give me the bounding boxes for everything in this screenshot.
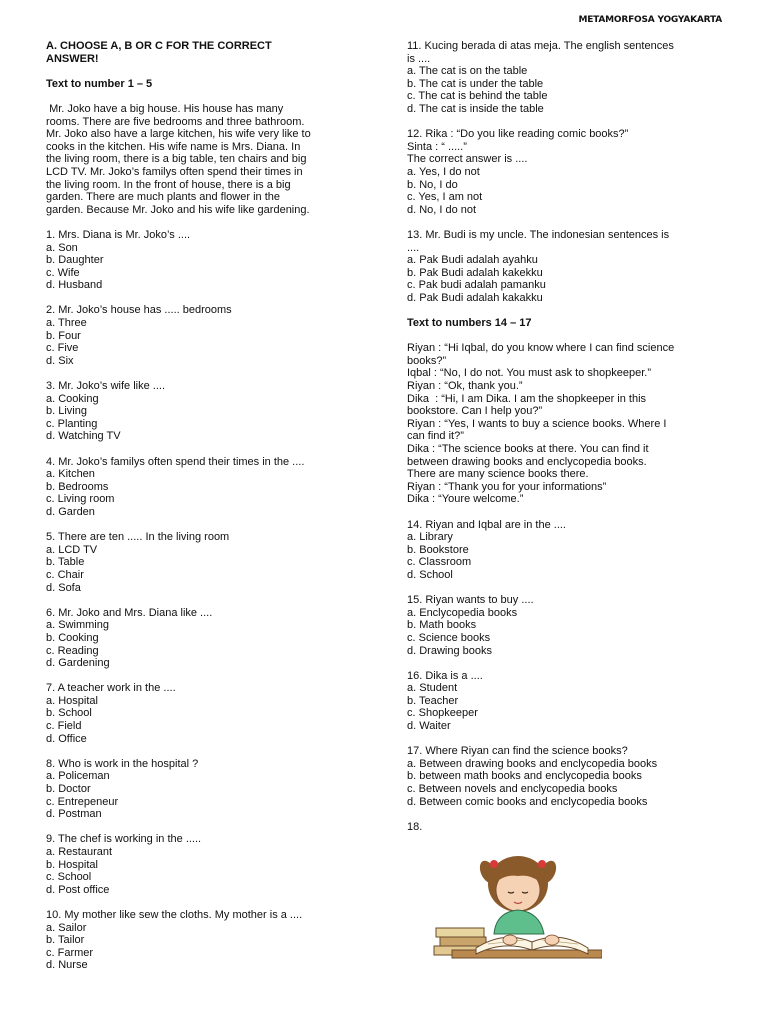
answer-option: a. Enclycopedia books xyxy=(407,606,518,619)
question-text: 13. Mr. Budi is my uncle. The indonesian sentences is xyxy=(407,228,670,241)
dialog-line: Dika : “Youre welcome.” xyxy=(407,493,524,506)
answer-option: b. Table xyxy=(46,556,85,569)
answer-option: b. The cat is under the table xyxy=(407,77,544,90)
answer-option: d. Six xyxy=(46,354,74,367)
answer-option: a. Policeman xyxy=(46,770,110,783)
answer-option: a. Library xyxy=(407,531,453,544)
answer-option: b. School xyxy=(46,707,92,720)
answer-option: c. Entrepeneur xyxy=(46,795,119,808)
question-text: 14. Riyan and Iqbal are in the .... xyxy=(407,518,566,531)
question-6 xyxy=(46,607,366,670)
question-text: 17. Where Riyan can find the science books? xyxy=(407,745,628,758)
answer-option: d. Nurse xyxy=(46,959,88,972)
question-text: 3. Mr. Joko’s wife like .... xyxy=(46,380,166,393)
dialog-line: Riyan : “Ok, thank you.” xyxy=(407,380,523,393)
question-4 xyxy=(46,456,366,519)
question-text: 10. My mother like sew the cloths. My mother is a .... xyxy=(46,908,303,921)
answer-option: c. Five xyxy=(46,342,79,355)
answer-option: c. Chair xyxy=(46,568,84,581)
answer-option: d. Waiter xyxy=(407,720,451,733)
question-text: is .... xyxy=(407,52,431,65)
question-text: 9. The chef is working in the ..... xyxy=(46,833,202,846)
text-heading: Text to number 1 – 5 xyxy=(46,77,153,90)
left-column xyxy=(46,40,366,985)
question-16 xyxy=(407,670,727,733)
answer-option: a. Yes, I do not xyxy=(407,165,480,178)
answer-option: d. The cat is inside the table xyxy=(407,102,544,115)
question-text: 12. Rika : “Do you like reading comic books?” xyxy=(407,128,629,141)
answer-option: d. Sofa xyxy=(46,581,81,594)
answer-option: c. Wife xyxy=(46,266,80,279)
passage-line: Mr. Joko have a big house. His house has many xyxy=(46,102,284,115)
answer-option: b. No, I do xyxy=(407,178,458,191)
question-13 xyxy=(407,229,727,305)
answer-option: c. Classroom xyxy=(407,556,472,569)
answer-option: a. Kitchen xyxy=(46,468,95,481)
answer-option: b. Tailor xyxy=(46,934,85,947)
passage-line: cooks in the kitchen. His wife name is Mrs. Diana. In xyxy=(46,140,301,153)
question-12 xyxy=(407,128,727,216)
answer-option: d. Pak Budi adalah kakakku xyxy=(407,291,543,304)
passage-line: the living room. In the front of house, there is a big xyxy=(46,178,291,191)
dialog-line: Riyan : “Thank you for your informations” xyxy=(407,480,607,493)
answer-option: a. Cooking xyxy=(46,392,99,405)
answer-option: a. Pak Budi adalah ayahku xyxy=(407,254,538,267)
question-text: 16. Dika is a .... xyxy=(407,669,483,682)
section-title-line: ANSWER! xyxy=(46,52,99,65)
answer-option: a. The cat is on the table xyxy=(407,65,528,78)
answer-option: c. The cat is behind the table xyxy=(407,90,548,103)
dialog-line: bookstore. Can I help you?” xyxy=(407,405,543,418)
question-text: 4. Mr. Joko’s familys often spend their times in the .... xyxy=(46,455,305,468)
dialog-passage xyxy=(407,342,727,506)
answer-option: c. Yes, I am not xyxy=(407,191,483,204)
question-3 xyxy=(46,380,366,443)
question-17 xyxy=(407,745,727,808)
question-list xyxy=(46,229,366,972)
question-text: 6. Mr. Joko and Mrs. Diana like .... xyxy=(46,606,213,619)
question-text: Sinta : “ .....” xyxy=(407,140,467,153)
passage-line: the living room, there is a big table, ten chairs and big xyxy=(46,153,307,166)
answer-option: a. Hospital xyxy=(46,694,98,707)
question-8 xyxy=(46,758,366,821)
answer-option: b. Four xyxy=(46,329,81,342)
answer-option: a. Restaurant xyxy=(46,846,113,858)
answer-option: d. Drawing books xyxy=(407,644,492,657)
answer-option: d. Watching TV xyxy=(46,430,121,443)
answer-option: b. Pak Budi adalah kakekku xyxy=(407,266,543,279)
answer-option: d. Gardening xyxy=(46,657,110,670)
answer-option: b. Teacher xyxy=(407,694,459,707)
answer-option: d. School xyxy=(407,568,453,581)
question-text: 1. Mrs. Diana is Mr. Joko’s .... xyxy=(46,228,191,241)
girl-reading-book-illustration xyxy=(432,850,602,962)
question-text: .... xyxy=(407,241,420,254)
answer-option: c. Reading xyxy=(46,644,99,657)
passage-line: Mr. Joko also have a large kitchen, his wife very like to xyxy=(46,128,311,141)
answer-option: a. Sailor xyxy=(46,921,87,934)
answer-option: b. Bookstore xyxy=(407,543,469,556)
answer-option: a. Son xyxy=(46,241,78,254)
question-text: The correct answer is .... xyxy=(407,153,528,166)
question-18-number: 18. xyxy=(407,820,423,833)
answer-option: b. Living xyxy=(46,405,87,418)
question-text: 2. Mr. Joko’s house has ..... bedrooms xyxy=(46,304,232,317)
answer-option: c. Science books xyxy=(407,631,491,644)
answer-option: d. Garden xyxy=(46,505,95,518)
question-text: 11. Kucing berada di atas meja. The english sentences xyxy=(407,40,674,52)
answer-option: b. Doctor xyxy=(46,783,91,796)
section-title xyxy=(46,40,366,65)
text-heading: Text to numbers 14 – 17 xyxy=(407,317,532,330)
dialog-line: There are many science books there. xyxy=(407,468,589,481)
question-text: 7. A teacher work in the .... xyxy=(46,682,176,695)
answer-option: a. Student xyxy=(407,682,458,695)
answer-option: b. Cooking xyxy=(46,631,99,644)
passage-line: garden. There are much plants and flower in the xyxy=(46,191,280,204)
answer-option: b. Bedrooms xyxy=(46,480,109,493)
right-column xyxy=(407,40,727,846)
answer-option: c. Pak budi adalah pamanku xyxy=(407,279,546,292)
answer-option: c. Between novels and enclycopedia books xyxy=(407,783,618,796)
dialog-line: Dika : “Hi, I am Dika. I am the shopkeeper in this xyxy=(407,392,647,405)
answer-option: d. No, I do not xyxy=(407,203,477,216)
answer-option: a. Between drawing books and enclycopedia books xyxy=(407,757,658,770)
question-15 xyxy=(407,594,727,657)
answer-option: d. Between comic books and enclycopedia books xyxy=(407,795,648,808)
dialog-line: between drawing books and enclycopedia books. xyxy=(407,455,647,468)
dialog-line: Riyan : “Hi Iqbal, do you know where I can find science xyxy=(407,342,675,355)
reading-passage xyxy=(46,103,366,216)
question-7 xyxy=(46,682,366,745)
answer-option: c. Field xyxy=(46,720,82,733)
dialog-line: books?” xyxy=(407,354,447,367)
answer-option: b. Daughter xyxy=(46,254,104,267)
answer-option: a. Swimming xyxy=(46,619,109,632)
question-5 xyxy=(46,531,366,594)
question-14 xyxy=(407,519,727,582)
dialog-line: can find it?” xyxy=(407,430,464,443)
answer-option: c. Shopkeeper xyxy=(407,707,478,720)
passage-line: garden. Because Mr. Joko and his wife like gardening. xyxy=(46,203,310,216)
answer-option: d. Office xyxy=(46,732,87,745)
question-2 xyxy=(46,304,366,367)
answer-option: c. School xyxy=(46,871,92,884)
answer-option: c. Planting xyxy=(46,417,98,430)
question-text: 15. Riyan wants to buy .... xyxy=(407,594,534,607)
answer-option: a. Three xyxy=(46,317,87,330)
answer-option: c. Farmer xyxy=(46,946,94,959)
question-text: 8. Who is work in the hospital ? xyxy=(46,757,199,770)
answer-option: a. LCD TV xyxy=(46,543,98,556)
question-11 xyxy=(407,40,727,116)
answer-option: b. Hospital xyxy=(46,858,98,871)
answer-option: b. between math books and enclycopedia books xyxy=(407,770,642,783)
passage-line: LCD TV. Mr. Joko’s familys often spend their times in xyxy=(46,165,303,178)
answer-option: d. Post office xyxy=(46,883,110,896)
dialog-line: Iqbal : “No, I do not. You must ask to shopkeeper.” xyxy=(407,367,651,380)
answer-option: d. Husband xyxy=(46,279,103,292)
passage-line: rooms. There are five bedrooms and three bathroom. xyxy=(46,115,305,128)
question-9 xyxy=(46,833,366,896)
answer-option: c. Living room xyxy=(46,493,115,506)
page-header: METAMORFOSA YOGYAKARTA xyxy=(578,15,722,25)
question-text: 5. There are ten ..... In the living room xyxy=(46,531,230,544)
dialog-line: Riyan : “Yes, I wants to buy a science books. Where I xyxy=(407,417,667,430)
question-1 xyxy=(46,229,366,292)
answer-option: d. Postman xyxy=(46,808,102,821)
section-title-line: A. CHOOSE A, B OR C FOR THE CORRECT xyxy=(46,40,272,52)
question-10 xyxy=(46,909,366,972)
dialog-line: Dika : “The science books at there. You can find it xyxy=(407,443,649,455)
answer-option: b. Math books xyxy=(407,619,477,632)
